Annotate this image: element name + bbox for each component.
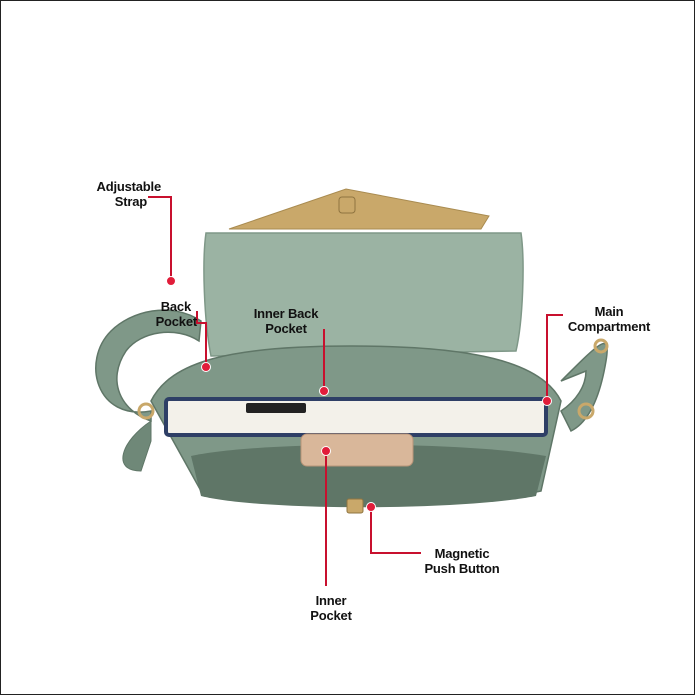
- label-main-compartment: Main Compartment: [567, 304, 651, 334]
- callout-dot-back-pocket: [202, 363, 211, 372]
- flap-turn-lock: [339, 197, 355, 213]
- bag-illustration: [1, 1, 695, 695]
- label-magnetic-push-button: Magnetic Push Button: [424, 546, 500, 576]
- flap-gold-trim: [229, 189, 489, 229]
- label-adjustable-strap: Adjustable Strap: [96, 179, 161, 209]
- phone-in-inner-pocket: [301, 434, 413, 466]
- callout-dot-magnetic-push-button: [367, 503, 376, 512]
- book-in-compartment: [166, 399, 546, 435]
- callout-dot-adjustable-strap: [167, 277, 176, 286]
- callout-dot-main-compartment: [543, 397, 552, 406]
- callout-dot-inner-pocket: [322, 447, 331, 456]
- label-inner-back-pocket: Inner Back Pocket: [253, 306, 319, 336]
- bag-flap: [204, 233, 523, 356]
- book-tab: [246, 403, 306, 413]
- label-back-pocket: Back Pocket: [155, 299, 197, 329]
- callout-line-adjustable-strap: [148, 197, 171, 279]
- magnetic-button: [347, 499, 363, 513]
- callout-dot-inner-back-pocket: [320, 387, 329, 396]
- callout-line-magnetic-push-button: [371, 509, 421, 553]
- label-inner-pocket: Inner Pocket: [310, 593, 352, 623]
- strap-lower: [123, 421, 151, 471]
